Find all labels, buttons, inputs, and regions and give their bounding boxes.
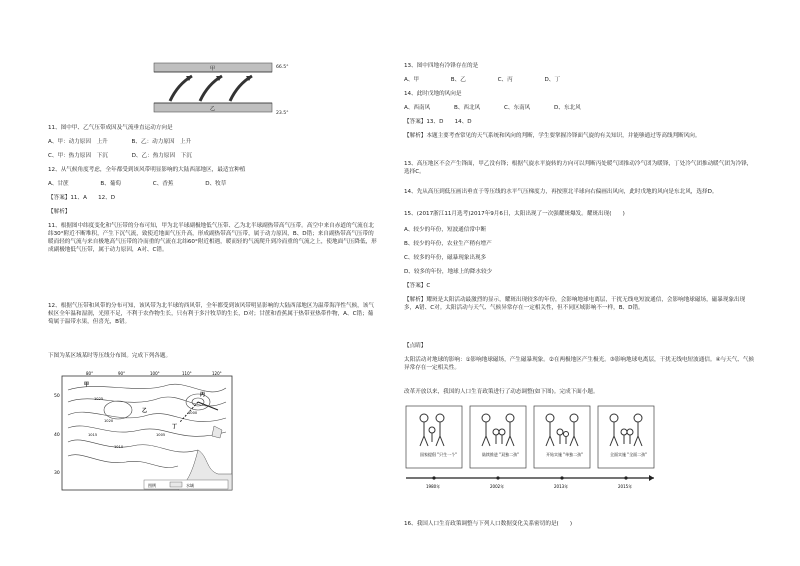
q11-options-2 (48, 152, 214, 160)
iso-label-5: 1005 (156, 433, 166, 437)
lat-bottom-label: 23.5° (276, 111, 289, 116)
lat-top-label: 66.5° (276, 65, 289, 70)
panel3-caption (546, 451, 583, 457)
panel1-caption-text: 国家提倡 "只生一个" (420, 452, 457, 457)
iso-label-6: 1000 (188, 411, 198, 415)
iso-label-1: 1025 (94, 397, 104, 401)
analysis-13-14: 【解析】本题主要考查常见的天气系统和风向的判断，学生要掌握冷锋面气旋的有关知识，并能够通过等高线判断风向。 (404, 133, 701, 139)
explanation-11: 11、根据图中纬度变化和气压带的分布可知，甲为北半球副极地低气压带、乙为北半球副热带高气压带。高空中来自赤道的气流在北纬30°附近不断堆积，产生下沉气流，致使近地面气压升高，形成副热带高气压带，属于动力原因，B、D错；来自副热带高气压带的暖而轻的气流与来自极地高气压带的冷而重的气流在北纬60°附近相遇，暖而轻的气流爬升到冷而重的气流之上，使地面气压降低，形成副极地低气压带，属于动力原因，A对、C错。 (48, 223, 377, 254)
year-3: 2013年 (554, 484, 569, 489)
answer-13-14: 【答案】13、D 14、D (404, 119, 472, 125)
q15-option-c: C、较多的年份，磁暴现象出现多 (404, 255, 487, 261)
map-intro: 下图为某区域某时等压线分布图。完成下列各题。 (48, 353, 172, 359)
answer-11-12: 【答案】11、A 12、D (48, 195, 116, 201)
legend-title: 图例 (148, 483, 156, 488)
explanation-13: 13、高压地区不会产生锋面，甲乙没有锋；根据气旋水平旋转的方向可以判断丙处暖气团推动冷气团为暖锋，丁处冷气团推动暖气团为冷锋，选择C。 (404, 161, 753, 176)
lat-40: 40 (54, 433, 60, 438)
analysis-heading: 【解析】 (48, 209, 71, 215)
panel1-caption (420, 451, 457, 457)
year-4: 2015年 (618, 484, 633, 489)
q12-option-d: D、牧草 (205, 181, 227, 187)
panel3-caption-text: 开始实施 "单独二孩" (546, 452, 583, 457)
q14-options (404, 104, 603, 112)
explanation-14: 14、先从高压到低压画出垂直于等压线的水平气压梯度力，再按照北半球向右偏画出风向，此时戊地的风向是东北风，选择D。 (404, 189, 718, 195)
belt-label-a: 甲 (210, 66, 216, 72)
map-mark-ding: 丁 (172, 424, 178, 430)
dianjing-heading: 【点睛】 (404, 343, 427, 349)
map-mark-yi: 乙 (142, 408, 148, 414)
panel4-caption (610, 451, 647, 457)
iso-label-4: 1010 (114, 445, 124, 449)
q14-stem: 14、此时戊地的风向是 (404, 91, 462, 97)
q13-stem: 13、图中四地有冷锋存在的是 (404, 63, 479, 69)
legend-water: 水域 (186, 483, 194, 488)
answer-15: 【答案】C (404, 283, 431, 289)
map-mark-jia: 甲 (84, 382, 90, 388)
q14-option-a: A、西南风 (404, 105, 431, 111)
q11-stem: 11、图中甲、乙气压带成因及气流垂直运动方向是 (48, 125, 173, 131)
panel2-caption (482, 451, 519, 457)
q11-option-a: A、甲：动力原因 上升 (48, 139, 108, 145)
explanation-12: 12、根据气压带和风带的分布可知，该风带为北半球的西风带，全年都受到该风带明显影响的大陆西部地区为温带海洋性气候，该气候区全年温和湿润，光照不足，不利于农作物生长，只有利于多汁牧草的生长，D对；甘蔗和香蕉属于热带亚热带作物，A、C错；葡萄属于温带水果，但喜光，B错。 (48, 303, 374, 326)
q12-options (48, 180, 256, 188)
lon-a: 80° (86, 371, 94, 376)
explanation-15: 【解析】耀斑是太阳活动最激烈的显示，耀斑出现较多的年份，会影响地球电离层，干扰无线电短波通信，会影响地球磁场，磁暴现象出现多，A错、C对。太阳活动与天气、气候异常存在一定相关性，但不同区域影响不一样，B、D错。 (404, 297, 746, 312)
belt-label-b: 乙 (210, 106, 216, 112)
iso-label-2: 1020 (104, 419, 114, 423)
lon-d: 110° (182, 371, 192, 376)
lon-c: 100° (150, 371, 160, 376)
q14-option-b: B、西北风 (453, 105, 481, 111)
q13-option-a: A、甲 (404, 77, 420, 83)
dianjing-text: 太阳活动对地球的影响：①影响地球磁场，产生磁暴现象。②在两极地区产生极光。③影响地球电离层，干扰无线电短波通信。④与天气、气候异常存在一定相关性。 (404, 357, 755, 372)
q16-intro: 改革开放以来，我国的人口生育政策进行了动态调整(如下图)。完成下面小题。 (404, 389, 599, 395)
q15-option-a: A、较少的年份，短波通信常中断 (404, 227, 487, 233)
q13-option-c: C、丙 (497, 77, 513, 83)
year-1: 1980年 (426, 484, 441, 489)
q11-option-c: C、甲：热力原因 下沉 (48, 153, 108, 159)
year-2: 2002年 (490, 484, 505, 489)
q16-stem: 16、我国人口生育政策调整与下列人口数据变化关系密切的是( ) (404, 521, 573, 527)
isobar-map (48, 370, 238, 494)
lon-b: 90° (118, 371, 126, 376)
lon-e: 120° (212, 371, 222, 376)
q11-option-d: D、乙：热力原因 下沉 (131, 153, 192, 159)
q15-option-d: D、较多的年份，地球上的降水较少 (404, 269, 493, 275)
lat-30: 30 (54, 471, 60, 476)
iso-label-3: 1015 (88, 433, 98, 437)
q15-stem: 15、(2017浙江11月选考)2017年9月6日，太阳出现了一次强耀斑爆发。耀斑出现( ) (404, 211, 625, 217)
q12-option-c: C、香蕉 (152, 181, 174, 187)
q11-options (48, 138, 213, 146)
panel4-caption-text: 全面实施 "全面二孩" (610, 452, 647, 457)
q12-option-a: A、甘蔗 (48, 181, 69, 187)
q13-option-b: B、乙 (450, 77, 466, 83)
q12-option-b: B、葡萄 (100, 181, 122, 187)
q12-stem: 12、从气候角度考虑，全年都受到该风带明显影响的大陆西部地区，最适宜种植 (48, 167, 246, 173)
q14-option-c: C、东南风 (503, 105, 531, 111)
policy-cartoon (404, 404, 664, 496)
q13-options (404, 76, 590, 84)
q13-option-d: D、丁 (544, 77, 560, 83)
map-mark-bing: 丙 (200, 392, 206, 398)
pressure-belt-figure (48, 58, 378, 120)
panel2-caption-text: 陆续推进 "双独二孩" (482, 452, 519, 457)
q11-option-b: B、乙：动力原因 上升 (131, 139, 192, 145)
q14-option-d: D、东北风 (554, 105, 581, 111)
lat-50: 50 (54, 394, 60, 399)
q15-option-b: B、较少的年份，农业生产稍有增产 (404, 241, 492, 247)
